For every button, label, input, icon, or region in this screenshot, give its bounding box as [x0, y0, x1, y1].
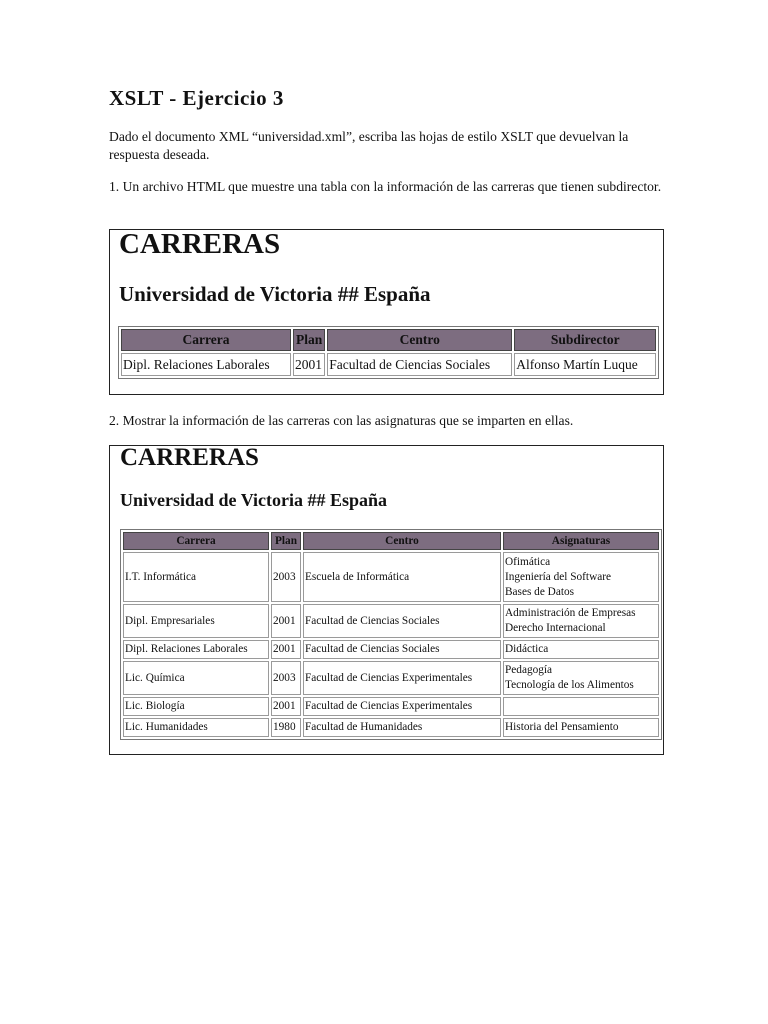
- subject-item: Ingeniería del Software: [505, 570, 612, 583]
- cell-plan: 2003: [271, 552, 301, 602]
- cell-centro: Facultad de Ciencias Sociales: [327, 353, 512, 376]
- example-1-table: [118, 326, 659, 379]
- cell-carrera: Dipl. Relaciones Laborales: [123, 640, 269, 659]
- example-2-header-row: [123, 532, 659, 550]
- column-header-subdirector: Subdirector: [514, 329, 656, 351]
- cell-carrera: Lic. Biología: [123, 697, 269, 716]
- cell-asignaturas: [503, 604, 659, 638]
- cell-plan: 2001: [271, 604, 301, 638]
- cell-carrera: Dipl. Empresariales: [123, 604, 269, 638]
- subject-item: Administración de Empresas: [505, 607, 636, 619]
- cell-plan: 2001: [271, 697, 301, 716]
- example-1-frame: [109, 229, 664, 395]
- subject-item: Bases de Datos: [505, 585, 575, 598]
- cell-subdirector: Alfonso Martín Luque: [514, 353, 656, 376]
- table-row: [123, 640, 659, 659]
- column-header-centro: Centro: [303, 532, 501, 550]
- cell-carrera: I.T. Informática: [123, 552, 269, 602]
- page-title: XSLT - Ejercicio 3: [109, 86, 284, 110]
- column-header-asignaturas: Asignaturas: [503, 532, 659, 550]
- example-1-header-row: [121, 329, 656, 351]
- example-2-table: [120, 529, 662, 740]
- cell-asignaturas: [503, 661, 659, 695]
- cell-plan: 2001: [293, 353, 325, 376]
- cell-carrera: Lic. Química: [123, 661, 269, 695]
- subject-item: Tecnología de los Alimentos: [505, 679, 634, 691]
- cell-centro: Facultad de Ciencias Experimentales: [303, 661, 501, 695]
- cell-carrera: Lic. Humanidades: [123, 718, 269, 737]
- cell-centro: Facultad de Humanidades: [303, 718, 501, 737]
- table-row: [123, 718, 659, 737]
- example-2-frame: [109, 445, 664, 755]
- example-1-heading: CARRERAS: [119, 228, 281, 260]
- table-row: [121, 353, 656, 376]
- column-header-carrera: Carrera: [123, 532, 269, 550]
- cell-asignaturas: [503, 697, 659, 716]
- cell-carrera: Dipl. Relaciones Laborales: [121, 353, 291, 376]
- example-1-subheading: Universidad de Victoria ## España: [119, 282, 431, 306]
- subject-item: Ofimática: [505, 555, 551, 568]
- cell-asignaturas: [503, 640, 659, 659]
- subject-item: Didáctica: [505, 643, 549, 655]
- example-2-subheading: Universidad de Victoria ## España: [120, 490, 388, 510]
- question-2: 2. Mostrar la información de las carreras con las asignaturas que se imparten en ellas.: [109, 413, 574, 428]
- cell-centro: Facultad de Ciencias Sociales: [303, 640, 501, 659]
- subject-item: Historia del Pensamiento: [505, 721, 619, 733]
- table-row: [123, 552, 659, 602]
- subject-item: Pedagogía: [505, 664, 553, 676]
- column-header-centro: Centro: [327, 329, 512, 351]
- cell-asignaturas: [503, 552, 659, 602]
- cell-plan: 2003: [271, 661, 301, 695]
- example-2-heading: CARRERAS: [120, 444, 259, 471]
- table-row: [123, 661, 659, 695]
- intro-paragraph: Dado el documento XML “universidad.xml”, escriba las hojas de estilo XSLT que devuelvan la respuesta deseada.: [109, 129, 629, 162]
- subject-item: Derecho Internacional: [505, 622, 606, 634]
- cell-plan: 1980: [271, 718, 301, 737]
- column-header-plan: Plan: [293, 329, 325, 351]
- cell-centro: Escuela de Informática: [303, 552, 501, 602]
- table-row: [123, 697, 659, 716]
- cell-asignaturas: [503, 718, 659, 737]
- cell-centro: Facultad de Ciencias Experimentales: [303, 697, 501, 716]
- column-header-plan: Plan: [271, 532, 301, 550]
- question-1: 1. Un archivo HTML que muestre una tabla con la información de las carreras que tienen subdirector.: [109, 179, 662, 194]
- cell-plan: 2001: [271, 640, 301, 659]
- table-row: [123, 604, 659, 638]
- column-header-carrera: Carrera: [121, 329, 291, 351]
- cell-centro: Facultad de Ciencias Sociales: [303, 604, 501, 638]
